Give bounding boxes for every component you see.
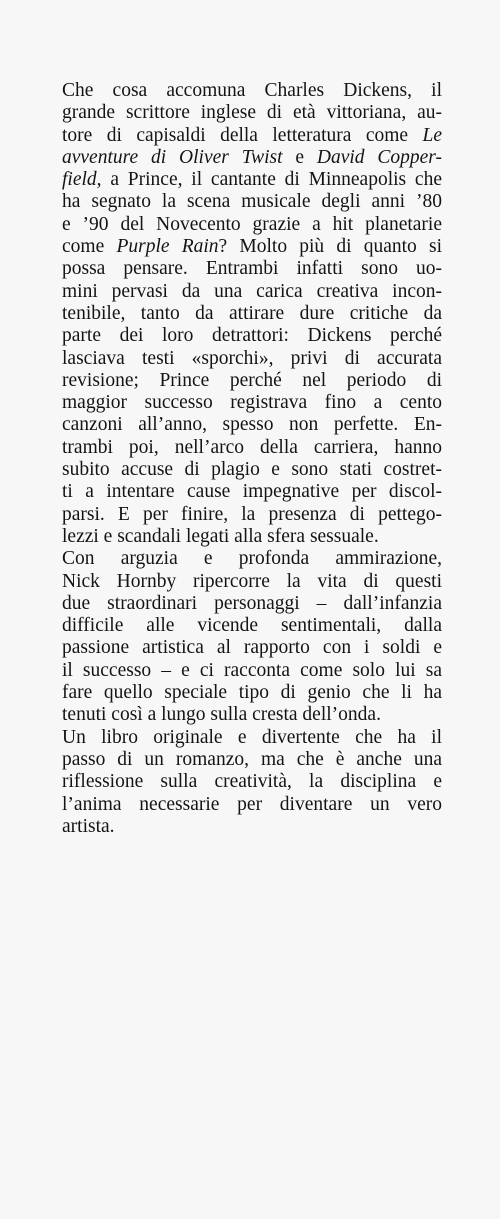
text-line <box>62 102 442 124</box>
text-line <box>62 325 442 347</box>
text-segment: ha segnato la scena musicale degli anni ’80 <box>62 191 442 213</box>
text-line <box>62 660 442 682</box>
text-line <box>62 437 442 459</box>
text-segment: Nick Hornby ripercorre la vita di questi <box>62 570 442 592</box>
text-line <box>62 169 442 191</box>
text-segment: riflessione sulla creatività, la disciplina e <box>62 771 442 793</box>
text-line <box>62 637 442 659</box>
text-line <box>62 816 442 838</box>
text-line <box>62 303 442 325</box>
text-segment: ? Molto più di quanto si <box>218 236 443 258</box>
text-line <box>62 571 442 593</box>
text-line <box>62 258 442 280</box>
text-segment: Che cosa accomuna Charles Dickens, il <box>62 80 442 101</box>
text-segment: trambi poi, nell’arco della carriera, hanno <box>62 436 442 458</box>
text-segment: , a Prince, il cantante di Minneapolis che <box>96 169 442 191</box>
text-segment: revisione; Prince perché nel periodo di <box>62 369 442 391</box>
italic-title-text: avventure di Oliver Twist <box>62 146 283 168</box>
text-line <box>62 459 442 481</box>
text-line <box>62 414 442 436</box>
text-line <box>62 392 442 414</box>
text-line <box>62 125 442 147</box>
text-line <box>62 481 442 503</box>
paragraph <box>62 727 442 838</box>
text-segment: l’anima necessarie per diventare un vero <box>62 793 442 815</box>
paragraph <box>62 548 442 726</box>
text-line <box>62 191 442 213</box>
italic-title-text: field <box>62 169 97 191</box>
text-segment: Un libro originale e divertente che ha il <box>62 726 442 748</box>
text-segment: maggior successo registrava fino a cento <box>62 392 442 414</box>
text-line <box>62 727 442 749</box>
text-segment: Con arguzia e profonda ammirazione, <box>62 548 442 570</box>
text-segment: grande scrittore inglese di età vittoriana, au- <box>62 102 442 124</box>
text-line <box>62 548 442 570</box>
text-segment: lasciava testi «sporchi», privi di accurata <box>62 347 442 369</box>
text-line <box>62 281 442 303</box>
text-segment: passo di un romanzo, ma che è anche una <box>62 748 442 770</box>
text-line <box>62 348 442 370</box>
text-segment: lezzi e scandali legati alla sfera sessuale. <box>62 525 379 547</box>
text-segment: possa pensare. Entrambi infatti sono uo- <box>62 258 442 280</box>
text-segment: passione artistica al rapporto con i soldi e <box>62 637 442 659</box>
text-line <box>62 147 442 169</box>
text-segment: tenibile, tanto da attirare dure critiche da <box>62 302 442 324</box>
italic-title-text: Purple Rain <box>116 236 219 258</box>
paragraph <box>62 80 442 548</box>
text-line <box>62 370 442 392</box>
text-line <box>62 504 442 526</box>
text-segment: parsi. E per finire, la presenza di pettego- <box>62 503 442 525</box>
text-line <box>62 80 442 102</box>
text-segment: mini pervasi da una carica creativa incon- <box>62 280 442 302</box>
text-line <box>62 236 442 258</box>
text-segment: canzoni all’anno, spesso non perfette. En- <box>62 414 442 436</box>
text-segment: due straordinari personaggi – dall’infanzia <box>62 592 442 614</box>
text-line <box>62 593 442 615</box>
text-segment: come <box>62 236 117 258</box>
italic-title-text: Le <box>422 124 442 146</box>
text-segment: subito accuse di plagio e sono stati costret- <box>62 459 442 481</box>
text-line <box>62 704 442 726</box>
text-segment: e ’90 del Novecento grazie a hit planetarie <box>62 213 442 235</box>
italic-title-text: David Copper- <box>316 146 443 168</box>
text-segment: fare quello speciale tipo di genio che li ha <box>62 682 442 704</box>
text-segment: parte dei loro detrattori: Dickens perché <box>62 325 442 347</box>
text-line <box>62 615 442 637</box>
text-line <box>62 771 442 793</box>
text-line <box>62 682 442 704</box>
text-segment: difficile alle vicende sentimentali, dalla <box>62 615 442 637</box>
text-segment: tore di capisaldi della letteratura come <box>62 124 423 146</box>
blurb-text <box>62 80 442 838</box>
text-line <box>62 794 442 816</box>
text-line <box>62 749 442 771</box>
text-segment: il successo – e ci racconta come solo lui sa <box>62 659 442 681</box>
text-line <box>62 214 442 236</box>
text-segment: artista. <box>62 815 115 837</box>
text-segment: e <box>282 146 317 168</box>
text-segment: tenuti così a lungo sulla cresta dell’onda. <box>62 704 381 726</box>
text-segment: ti a intentare cause impegnative per discol- <box>62 481 442 503</box>
text-line <box>62 526 442 548</box>
